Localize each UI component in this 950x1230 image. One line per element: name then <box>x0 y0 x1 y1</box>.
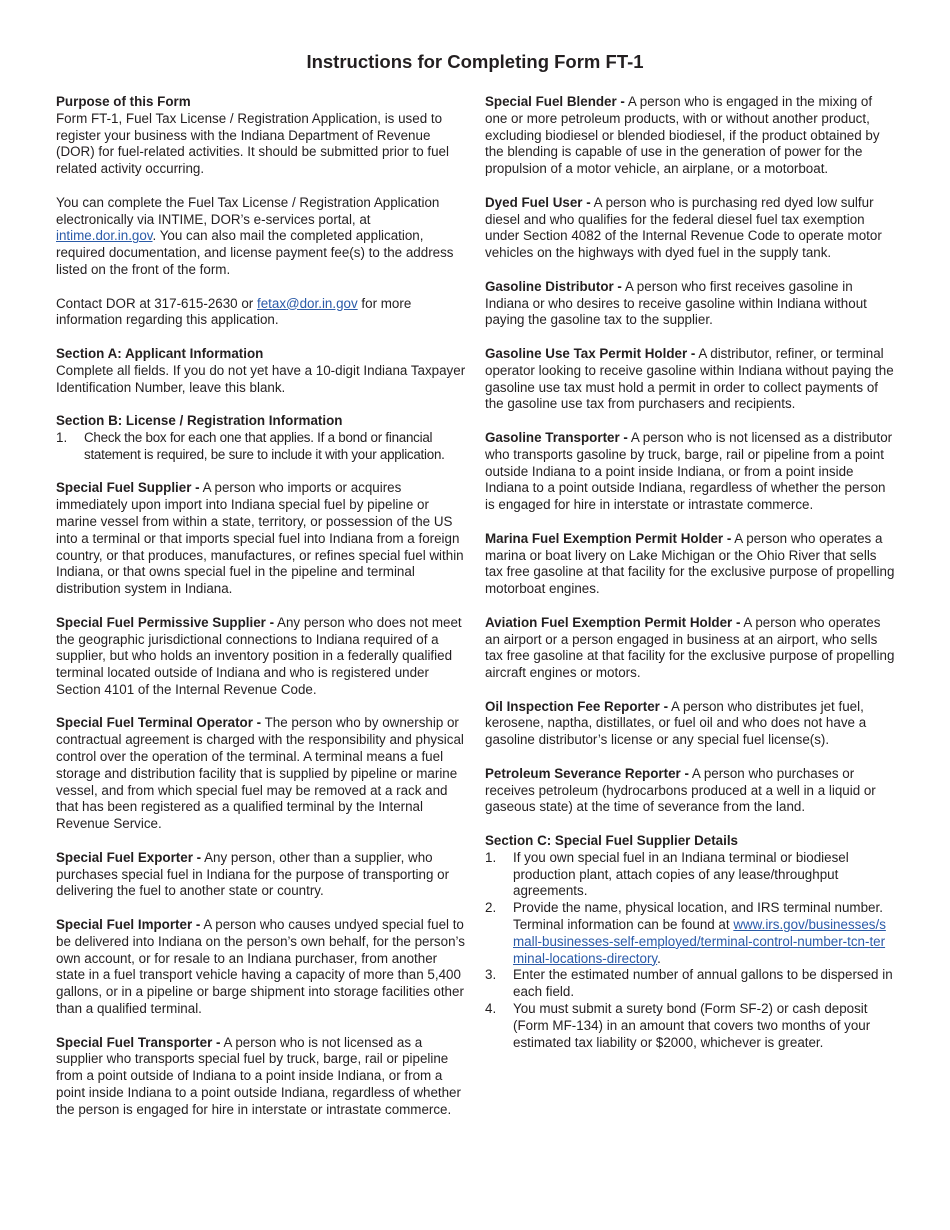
definition-text: A person who causes undyed special fuel to be delivered into Indiana on the person’s own behalf, for the person’s own account, or for resale to an Indiana purchaser, from another state in a fuel transport vehicle having a capacity of more than 5,400 gallons, or in a pipeline or barge shipment into storage facilities other than a qualified terminal. <box>56 917 465 1017</box>
definition <box>485 531 895 598</box>
list-number: 1. <box>56 429 68 445</box>
definition-term: Petroleum Severance Reporter - <box>485 765 689 781</box>
definition-term: Special Fuel Transporter - <box>56 1034 221 1050</box>
list-text-after: . <box>657 950 661 966</box>
list-number: 2. <box>485 900 497 916</box>
definition-term: Dyed Fuel User - <box>485 194 591 210</box>
list-number: 4. <box>485 1001 497 1017</box>
right-column <box>485 94 895 1068</box>
definition-text: A distributor, refiner, or terminal operator looking to receive gasoline within Indiana without paying the gasoline use tax must hold a permit in order to collect payments of the gasoline use tax from purchasers and recipients. <box>485 345 894 412</box>
email-link[interactable]: fetax@dor.in.gov <box>256 295 358 311</box>
definition-text: A person who first receives gasoline in Indiana or who desires to receive gasoline within Indiana without paying the gasoline tax to the supplier. <box>485 278 867 328</box>
definition-text: A person who is not licensed as a supplier who transports special fuel by truck, barge, rail or pipeline from a point outside of Indiana to a point inside Indiana, or from a point inside Indiana to a point outside Indiana, regardless of whether the person is engaged for hire in interstate or intrastate commerce. <box>56 1034 461 1117</box>
intime-text: You can complete the Fuel Tax License / Registration Application electronically via INTIME, DOR’s e-services portal, at <box>56 194 440 227</box>
intime-link[interactable]: intime.dor.in.gov <box>56 228 153 244</box>
list-number: 3. <box>485 967 497 983</box>
definition-term: Marina Fuel Exemption Permit Holder - <box>485 530 732 546</box>
definition-text: A person who is purchasing red dyed low sulfur diesel and who qualifies for the federal diesel fuel tax exemption under Section 4082 of the Internal Revenue Code to operate motor vehicles on the highways with dyed fuel in the supply tank. <box>485 194 882 261</box>
definition-term: Gasoline Use Tax Permit Holder - <box>485 345 696 361</box>
definition <box>485 346 895 413</box>
definition-term: Special Fuel Exporter - <box>56 849 202 865</box>
definition-text: A person who is engaged in the mixing of one or more petroleum products, with or without another product, excluding biodiesel or blended biodiesel, if the product obtained by the blending is capable of use in the generation of power for the propulsion of a motor vehicle, an airplane, or a motorboat. <box>485 94 880 177</box>
contact-text-after: for more information regarding this application. <box>56 295 412 328</box>
section-c-heading: Section C: Special Fuel Supplier Details <box>485 833 738 849</box>
definition <box>56 715 468 833</box>
irs-link[interactable]: www.irs.gov/businesses/small-businesses-self-employed/terminal-control-number-tcn-terminal-locations-directory <box>513 917 886 966</box>
definition-term: Special Fuel Terminal Operator - <box>56 715 262 731</box>
purpose-section <box>56 94 468 178</box>
list-text: If you own special fuel in an Indiana terminal or biodiesel production plant, attach copies of any lease/throughput agreements. <box>513 849 849 899</box>
definition-text: The person who by ownership or contractual agreement is charged with the responsibility and physical control over the operation of the terminal. A terminal means a fuel storage and distribution facility that is supplied by pipeline or marine vessel, and from which special fuel may be removed at a rack and that has been registered as a qualified terminal by the Internal Revenue Service. <box>56 715 464 832</box>
definition-term: Aviation Fuel Exemption Permit Holder - <box>485 614 741 630</box>
definition-text: A person who is not licensed as a distributor who transports gasoline by truck, barge, rail or pipeline from a point outside Indiana to a point inside Indiana, or from a point inside Indiana to a point outside Indiana, regardless of whether the person is engaged for hire in interstate or intrastate commerce. <box>485 429 893 513</box>
section-a-text: Complete all fields. If you do not yet have a 10-digit Indiana Taxpayer Identification Number, leave this blank. <box>56 362 466 395</box>
definition <box>485 766 895 816</box>
list-item <box>485 967 895 1001</box>
intime-paragraph <box>56 195 468 279</box>
contact-text: Contact DOR at 317-615-2630 or <box>56 295 257 311</box>
section-b <box>56 413 468 463</box>
intime-text-after: . You can also mail the completed application, required documentation, and license payment fee(s) to the address listed on the front of the form. <box>56 228 454 277</box>
page-title: Instructions for Completing Form FT-1 <box>306 51 644 72</box>
section-b-heading: Section B: License / Registration Information <box>56 413 343 429</box>
section-a-heading: Section A: Applicant Information <box>56 345 264 361</box>
definition-term: Oil Inspection Fee Reporter - <box>485 698 669 714</box>
definition-text: A person who purchases or receives petroleum (hydrocarbons produced at a well in a liquid or gaseous state) at the time of severance from the land. <box>485 765 876 815</box>
definition-term: Special Fuel Supplier - <box>56 480 200 496</box>
definition <box>56 615 468 699</box>
definition-term: Special Fuel Blender - <box>485 94 625 109</box>
definition-text: Any person who does not meet the geographic jurisdictional connections to Indiana required of a supplier, but who holds an inventory position in a federally qualified terminal located outside of Indiana and who is registered under Section 4101 of the Internal Revenue Code. <box>56 614 462 697</box>
definition-text: A person who imports or acquires immediately upon import into Indiana special fuel by pipeline or marine vessel from within a state, territory, or possession of the US into a terminal or that imports special fuel into Indiana from a foreign country, or that produces, manufactures, or refines special fuel within Indiana, or that owns special fuel in the pipeline and terminal distribution system in Indiana. <box>56 480 464 597</box>
definition-term: Gasoline Transporter - <box>485 429 628 445</box>
purpose-heading: Purpose of this Form <box>56 94 191 109</box>
list-number: 1. <box>485 849 497 865</box>
definition-term: Gasoline Distributor - <box>485 278 622 294</box>
definition <box>56 850 468 900</box>
definition-term: Special Fuel Permissive Supplier - <box>56 614 275 630</box>
section-c <box>485 833 895 1051</box>
list-text: Enter the estimated number of annual gallons to be dispersed in each field. <box>513 967 893 1000</box>
definition <box>485 615 895 682</box>
definition-term: Special Fuel Importer - <box>56 917 201 933</box>
definition <box>56 1035 468 1119</box>
definition <box>56 480 468 598</box>
section-a <box>56 346 468 396</box>
list-text: Check the box for each one that applies. If a bond or financial statement is required, be sure to include it with your application. <box>84 429 445 462</box>
contact-paragraph <box>56 296 468 330</box>
definition <box>485 94 895 178</box>
definition-text: Any person, other than a supplier, who purchases special fuel in Indiana for the purpose of transporting or delivering the fuel to another state or country. <box>56 849 450 899</box>
list-item <box>485 900 895 967</box>
definition <box>485 279 895 329</box>
left-column <box>56 94 468 1135</box>
purpose-text: Form FT-1, Fuel Tax License / Registration Application, is used to register your business with the Indiana Department of Revenue (DOR) for fuel-related activities. It should be submitted prior to fuel related activity occurring. <box>56 110 449 177</box>
definition-text: A person who operates a marina or boat livery on Lake Michigan or the Ohio River that sells tax free gasoline at that facility for the exclusive purpose of propelling motorboat engines. <box>485 530 895 597</box>
definition <box>485 430 895 514</box>
definition <box>56 917 468 1018</box>
list-item <box>56 430 468 464</box>
definition <box>485 699 895 749</box>
definition-text: A person who distributes jet fuel, kerosene, naptha, distillates, or fuel oil and who does not have a gasoline distributor’s license or any special fuel license(s). <box>485 698 867 748</box>
definition-text: A person who operates an airport or a person engaged in business at an airport, who sells tax free gasoline at that facility for the exclusive purpose of propelling aircraft engines or motors. <box>485 614 895 681</box>
list-item <box>485 850 895 900</box>
list-item <box>485 1001 895 1051</box>
list-text: You must submit a surety bond (Form SF-2) or cash deposit (Form MF-134) in an amount that covers two months of your estimated tax liability or $2000, whichever is greater. <box>513 1001 871 1050</box>
list-text: Provide the name, physical location, and IRS terminal number. Terminal information can be found at <box>513 900 883 933</box>
definition <box>485 195 895 262</box>
